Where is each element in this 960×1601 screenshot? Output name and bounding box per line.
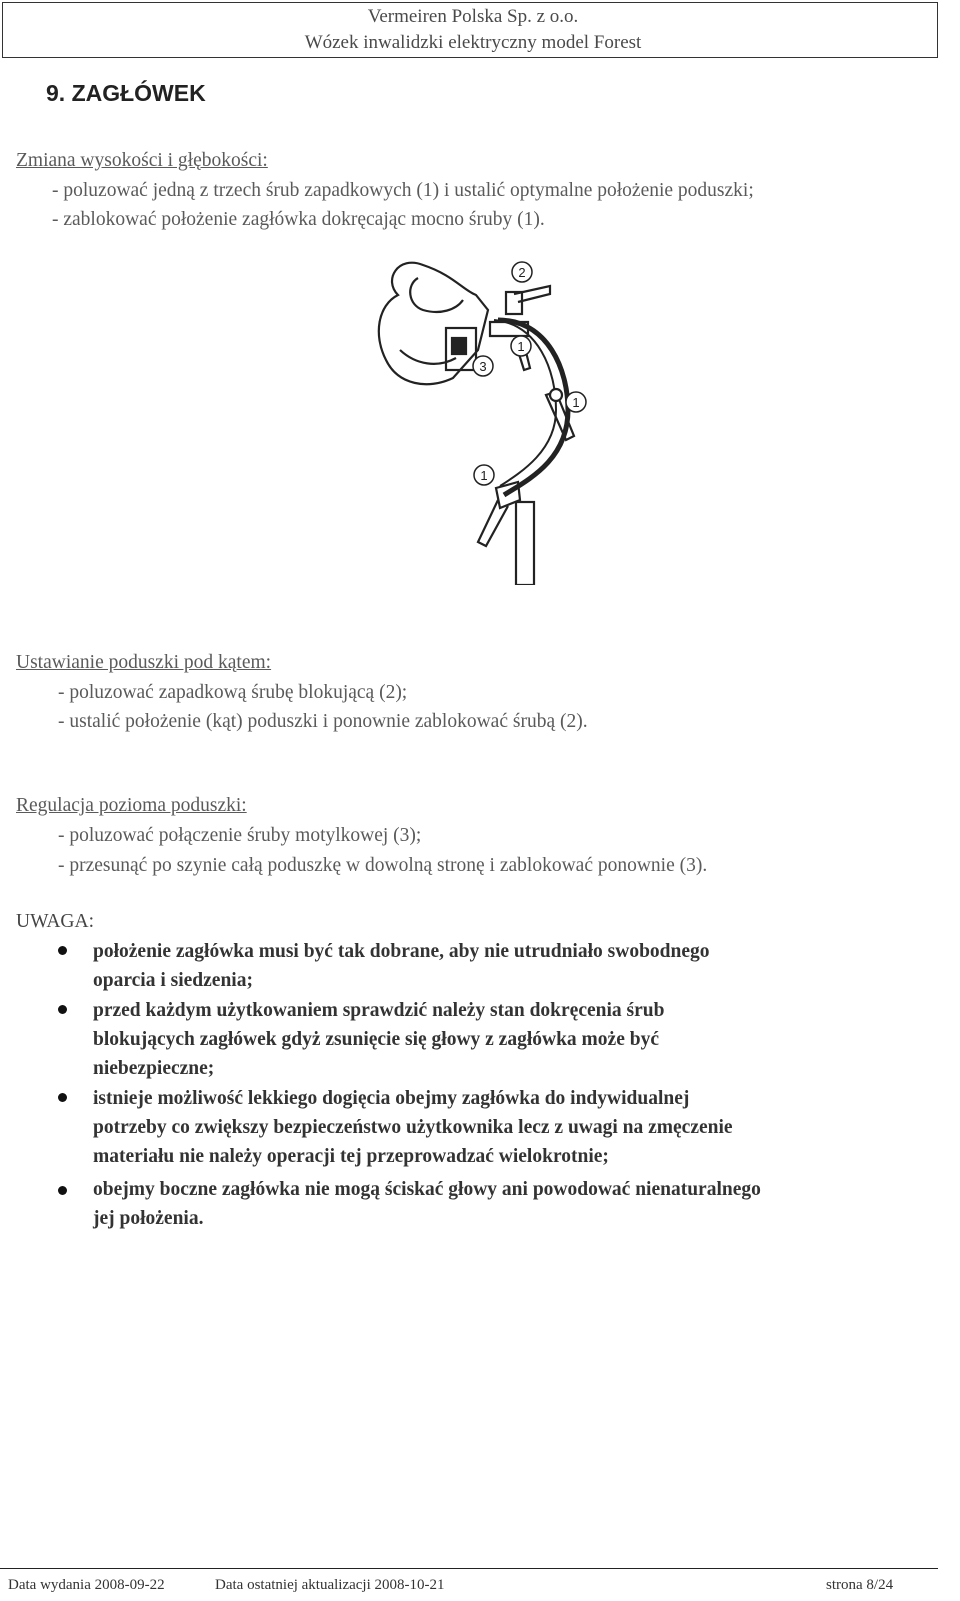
footer-update-date: Data ostatniej aktualizacji 2008-10-21	[215, 1577, 445, 1593]
headrest-diagram	[328, 250, 623, 585]
footer-issue-date: Data wydania 2008-09-22	[8, 1577, 165, 1593]
header-company: Vermeiren Polska Sp. z o.o.	[367, 6, 579, 27]
bullet-icon	[58, 1093, 67, 1102]
bullet-icon	[58, 1005, 67, 1014]
angle-heading: Ustawianie poduszki pod kątem:	[16, 652, 272, 673]
document-header	[2, 2, 938, 58]
horizontal-heading: Regulacja pozioma poduszki:	[16, 795, 247, 816]
bullet-icon	[58, 1186, 67, 1195]
figure-label-2: 2	[518, 265, 526, 280]
footer-divider	[0, 1568, 938, 1569]
figure-label-1a: 1	[517, 339, 525, 354]
header-product: Wózek inwalidzki elektryczny model Forest	[304, 32, 642, 53]
warning-item-4: obejmy boczne zagłówka nie mogą ściskać głowy ani powodować nienaturalnego jej położenia.	[93, 1179, 761, 1229]
footer-page-number: strona 8/24	[826, 1577, 894, 1593]
figure-label-3: 3	[479, 359, 487, 374]
height-depth-line-2: - zablokować położenie zagłówka dokręcając mocno śruby (1).	[52, 209, 545, 230]
bullet-icon	[58, 946, 67, 955]
height-depth-line-1: - poluzować jedną z trzech śrub zapadkowych (1) i ustalić optymalne położenie poduszki;	[52, 180, 754, 201]
figure-label-1b: 1	[572, 395, 580, 410]
warning-item-2: przed każdym użytkowaniem sprawdzić należy stan dokręcenia śrub blokujących zagłówek gdyż zsunięcie się głowy z zagłówka może być niebezpieczne;	[93, 1000, 665, 1079]
figure-label-1c: 1	[480, 468, 488, 483]
horizontal-line-2: - przesunąć po szynie całą poduszkę w dowolną stronę i zablokować ponownie (3).	[58, 855, 708, 876]
horizontal-line-1: - poluzować połączenie śruby motylkowej (3);	[58, 825, 422, 846]
height-depth-heading: Zmiana wysokości i głębokości:	[16, 150, 268, 171]
angle-line-1: - poluzować zapadkową śrubę blokującą (2);	[58, 682, 408, 703]
warning-item-1: położenie zagłówka musi być tak dobrane, aby nie utrudniało swobodnego oparcia i siedzenia;	[93, 941, 710, 991]
warning-item-3: istnieje możliwość lekkiego dogięcia obejmy zagłówka do indywidualnej potrzeby co zwiększy bezpieczeństwo użytkownika lecz z uwagi na zmęczenie materiału nie należy operacji tej przeprowadzać wielokrotnie;	[93, 1088, 733, 1167]
warning-heading: UWAGA:	[16, 911, 94, 932]
angle-line-2: - ustalić położenie (kąt) poduszki i ponownie zablokować śrubą (2).	[58, 711, 588, 732]
section-title: 9. ZAGŁÓWEK	[46, 80, 206, 106]
